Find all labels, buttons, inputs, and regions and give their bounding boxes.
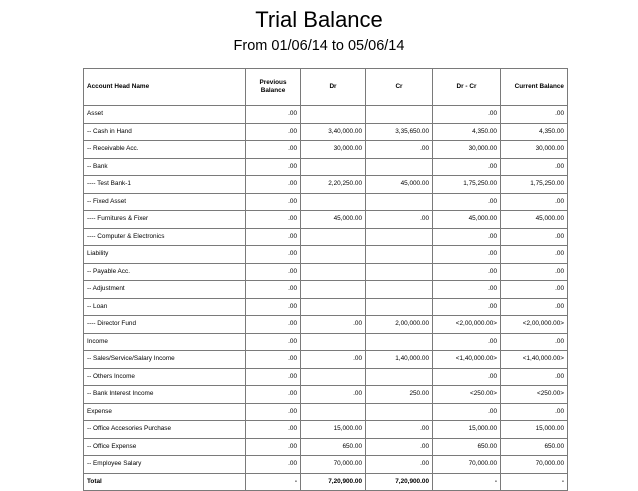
table-row — [84, 403, 568, 421]
cell-account-name: -- Bank Interest Income — [84, 386, 246, 404]
cell-cr: 3,35,650.00 — [366, 123, 433, 141]
cell-cr — [366, 246, 433, 264]
cell-dr-minus-cr: .00 — [433, 106, 501, 124]
table-row — [84, 298, 568, 316]
cell-account-name: Asset — [84, 106, 246, 124]
trial-balance-table — [83, 68, 568, 491]
cell-previous-balance: .00 — [246, 281, 301, 299]
cell-account-name: ---- Furnitures & Fixer — [84, 211, 246, 229]
header-previous-balance: Previous Balance — [246, 69, 301, 106]
cell-cr: .00 — [366, 141, 433, 159]
cell-account-name: -- Others Income — [84, 368, 246, 386]
cell-cr: 250.00 — [366, 386, 433, 404]
total-dr: 7,20,900.00 — [301, 473, 366, 491]
cell-dr: 2,20,250.00 — [301, 176, 366, 194]
cell-account-name: -- Employee Salary — [84, 456, 246, 474]
cell-current-balance: .00 — [501, 228, 568, 246]
table-row — [84, 281, 568, 299]
cell-dr-minus-cr: <1,40,000.00> — [433, 351, 501, 369]
cell-cr — [366, 403, 433, 421]
table-row — [84, 333, 568, 351]
cell-dr — [301, 281, 366, 299]
table-row — [84, 193, 568, 211]
header-account-head-name: Account Head Name — [84, 69, 246, 106]
cell-account-name: Expense — [84, 403, 246, 421]
cell-previous-balance: .00 — [246, 193, 301, 211]
cell-cr — [366, 298, 433, 316]
cell-account-name: -- Receivable Acc. — [84, 141, 246, 159]
cell-dr: 70,000.00 — [301, 456, 366, 474]
cell-current-balance: .00 — [501, 158, 568, 176]
table-row — [84, 456, 568, 474]
total-row — [84, 473, 568, 491]
cell-current-balance: 15,000.00 — [501, 421, 568, 439]
cell-previous-balance: .00 — [246, 298, 301, 316]
cell-previous-balance: .00 — [246, 403, 301, 421]
cell-account-name: -- Sales/Service/Salary Income — [84, 351, 246, 369]
cell-current-balance: <1,40,000.00> — [501, 351, 568, 369]
cell-current-balance: 70,000.00 — [501, 456, 568, 474]
cell-previous-balance: .00 — [246, 106, 301, 124]
cell-previous-balance: .00 — [246, 368, 301, 386]
table-row — [84, 123, 568, 141]
cell-cr: .00 — [366, 421, 433, 439]
table-row — [84, 316, 568, 334]
header-current-balance: Current Balance — [501, 69, 568, 106]
cell-account-name: ---- Computer & Electronics — [84, 228, 246, 246]
cell-dr — [301, 298, 366, 316]
cell-previous-balance: .00 — [246, 456, 301, 474]
cell-dr-minus-cr: .00 — [433, 281, 501, 299]
cell-account-name: -- Office Accesories Purchase — [84, 421, 246, 439]
cell-dr — [301, 193, 366, 211]
page-title: Trial Balance — [255, 7, 383, 32]
cell-dr-minus-cr: 15,000.00 — [433, 421, 501, 439]
cell-dr: .00 — [301, 386, 366, 404]
cell-cr: 2,00,000.00 — [366, 316, 433, 334]
header-dr: Dr — [301, 69, 366, 106]
cell-current-balance: 1,75,250.00 — [501, 176, 568, 194]
cell-current-balance: 30,000.00 — [501, 141, 568, 159]
cell-previous-balance: .00 — [246, 176, 301, 194]
cell-account-name: -- Loan — [84, 298, 246, 316]
cell-cr — [366, 106, 433, 124]
cell-dr-minus-cr: 4,350.00 — [433, 123, 501, 141]
cell-account-name: ---- Test Bank-1 — [84, 176, 246, 194]
table-row — [84, 246, 568, 264]
cell-dr-minus-cr: 650.00 — [433, 438, 501, 456]
cell-current-balance: .00 — [501, 368, 568, 386]
cell-dr-minus-cr: .00 — [433, 298, 501, 316]
cell-cr — [366, 368, 433, 386]
cell-account-name: -- Bank — [84, 158, 246, 176]
cell-dr-minus-cr: 70,000.00 — [433, 456, 501, 474]
cell-current-balance: 45,000.00 — [501, 211, 568, 229]
cell-current-balance: .00 — [501, 106, 568, 124]
table-row — [84, 176, 568, 194]
cell-dr-minus-cr: .00 — [433, 246, 501, 264]
cell-account-name: Income — [84, 333, 246, 351]
cell-previous-balance: .00 — [246, 123, 301, 141]
cell-current-balance: .00 — [501, 403, 568, 421]
cell-dr-minus-cr: .00 — [433, 368, 501, 386]
total-dr-minus-cr: - — [433, 473, 501, 491]
cell-account-name: -- Office Expense — [84, 438, 246, 456]
cell-current-balance: <2,00,000.00> — [501, 316, 568, 334]
cell-dr-minus-cr: <2,00,000.00> — [433, 316, 501, 334]
table-row — [84, 351, 568, 369]
cell-current-balance: .00 — [501, 333, 568, 351]
total-previous-balance: - — [246, 473, 301, 491]
cell-account-name: Liability — [84, 246, 246, 264]
cell-dr-minus-cr: .00 — [433, 403, 501, 421]
cell-previous-balance: .00 — [246, 421, 301, 439]
table-row — [84, 386, 568, 404]
cell-dr — [301, 246, 366, 264]
cell-cr — [366, 263, 433, 281]
header-cr: Cr — [366, 69, 433, 106]
cell-current-balance: .00 — [501, 193, 568, 211]
cell-dr: 30,000.00 — [301, 141, 366, 159]
cell-previous-balance: .00 — [246, 386, 301, 404]
table-row — [84, 141, 568, 159]
cell-dr-minus-cr: 30,000.00 — [433, 141, 501, 159]
cell-current-balance: .00 — [501, 298, 568, 316]
cell-dr: 45,000.00 — [301, 211, 366, 229]
cell-account-name: -- Cash in Hand — [84, 123, 246, 141]
cell-dr-minus-cr: .00 — [433, 263, 501, 281]
cell-dr-minus-cr: <250.00> — [433, 386, 501, 404]
cell-dr: 15,000.00 — [301, 421, 366, 439]
table-row — [84, 263, 568, 281]
total-current-balance: - — [501, 473, 568, 491]
total-cr: 7,20,900.00 — [366, 473, 433, 491]
cell-dr-minus-cr: 45,000.00 — [433, 211, 501, 229]
cell-dr — [301, 263, 366, 281]
cell-dr: .00 — [301, 316, 366, 334]
cell-dr-minus-cr: .00 — [433, 333, 501, 351]
cell-current-balance: .00 — [501, 263, 568, 281]
table-row — [84, 228, 568, 246]
cell-cr — [366, 281, 433, 299]
cell-previous-balance: .00 — [246, 246, 301, 264]
cell-previous-balance: .00 — [246, 141, 301, 159]
cell-current-balance: 650.00 — [501, 438, 568, 456]
cell-previous-balance: .00 — [246, 316, 301, 334]
cell-cr — [366, 158, 433, 176]
cell-dr — [301, 403, 366, 421]
cell-dr: .00 — [301, 351, 366, 369]
cell-dr-minus-cr: .00 — [433, 228, 501, 246]
cell-dr — [301, 228, 366, 246]
cell-current-balance: <250.00> — [501, 386, 568, 404]
cell-previous-balance: .00 — [246, 211, 301, 229]
cell-dr-minus-cr: 1,75,250.00 — [433, 176, 501, 194]
cell-previous-balance: .00 — [246, 263, 301, 281]
cell-dr-minus-cr: .00 — [433, 193, 501, 211]
cell-dr — [301, 158, 366, 176]
cell-previous-balance: .00 — [246, 228, 301, 246]
cell-current-balance: .00 — [501, 281, 568, 299]
cell-dr: 3,40,000.00 — [301, 123, 366, 141]
cell-account-name: ---- Director Fund — [84, 316, 246, 334]
total-label: Total — [84, 473, 246, 491]
cell-cr: .00 — [366, 456, 433, 474]
cell-dr-minus-cr: .00 — [433, 158, 501, 176]
cell-previous-balance: .00 — [246, 438, 301, 456]
table-header-row — [84, 69, 568, 106]
cell-cr: .00 — [366, 438, 433, 456]
table-row — [84, 158, 568, 176]
cell-cr — [366, 193, 433, 211]
cell-cr: 1,40,000.00 — [366, 351, 433, 369]
table-row — [84, 211, 568, 229]
date-range-subtitle: From 01/06/14 to 05/06/14 — [233, 38, 405, 54]
table-row — [84, 438, 568, 456]
cell-cr — [366, 333, 433, 351]
cell-current-balance: .00 — [501, 246, 568, 264]
cell-account-name: -- Adjustment — [84, 281, 246, 299]
header-dr-minus-cr: Dr - Cr — [433, 69, 501, 106]
cell-previous-balance: .00 — [246, 333, 301, 351]
cell-dr — [301, 333, 366, 351]
cell-cr — [366, 228, 433, 246]
cell-previous-balance: .00 — [246, 158, 301, 176]
table-row — [84, 368, 568, 386]
cell-account-name: -- Payable Acc. — [84, 263, 246, 281]
cell-cr: .00 — [366, 211, 433, 229]
cell-previous-balance: .00 — [246, 351, 301, 369]
table-row — [84, 421, 568, 439]
cell-current-balance: 4,350.00 — [501, 123, 568, 141]
cell-dr — [301, 106, 366, 124]
cell-dr: 650.00 — [301, 438, 366, 456]
cell-cr: 45,000.00 — [366, 176, 433, 194]
table-row — [84, 106, 568, 124]
cell-dr — [301, 368, 366, 386]
cell-account-name: -- Fixed Asset — [84, 193, 246, 211]
